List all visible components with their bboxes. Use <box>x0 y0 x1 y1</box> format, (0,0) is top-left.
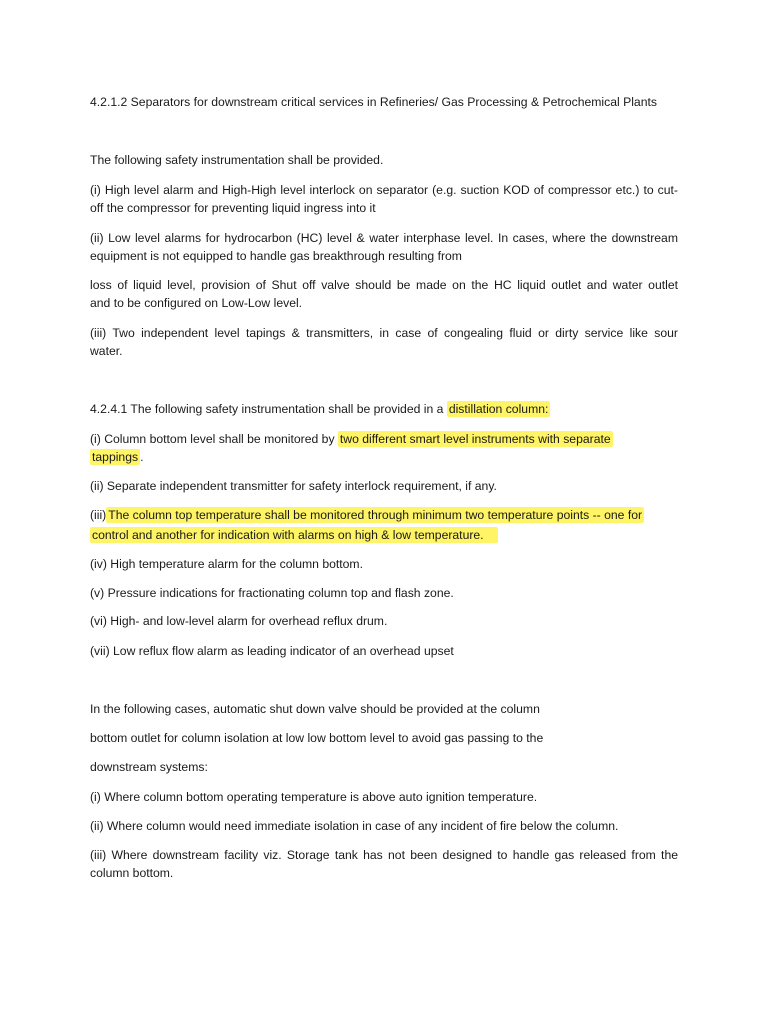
column-item-iii-line2 <box>90 526 498 544</box>
column-item-i-highlight-line2: tappings <box>92 450 139 464</box>
distillation-column-highlight: distillation column: <box>448 402 549 416</box>
separator-intro: The following safety instrumentation shall be provided. <box>90 153 384 167</box>
separator-item-ii-line2: equipment is not equipped to handle gas breakthrough resulting from <box>90 249 462 263</box>
shutdown-case-iii-line2: column bottom. <box>90 866 174 880</box>
shutdown-intro-line3: downstream systems: <box>90 760 208 774</box>
shutdown-case-ii: (ii) Where column would need immediate isolation in case of any incident of fire below the column. <box>90 819 619 833</box>
separator-item-i-line1: (i) High level alarm and High-High level interlock on separator (e.g. suction KOD of compressor etc.) to cut- <box>90 183 678 197</box>
column-item-i-highlight-line1: two different smart level instruments with separate <box>339 432 611 446</box>
column-item-i-suffix: . <box>140 450 144 464</box>
column-item-iii-line1 <box>90 506 644 524</box>
shutdown-case-i: (i) Where column bottom operating temperature is above auto ignition temperature. <box>90 790 538 804</box>
column-item-iii-prefix: (iii) <box>90 508 107 522</box>
section-heading-4-2-1-2: 4.2.1.2 Separators for downstream critical services in Refineries/ Gas Processing & Petrochemical Plants <box>90 95 657 109</box>
section-heading-4-2-4-1 <box>90 400 550 418</box>
shutdown-intro-line1: In the following cases, automatic shut down valve should be provided at the column <box>90 702 540 716</box>
separator-item-ii-cont-line1: loss of liquid level, provision of Shut off valve should be made on the HC liquid outlet and water outlet <box>90 278 678 292</box>
heading-text: 4.2.4.1 The following safety instrumentation shall be provided in a <box>90 402 447 416</box>
column-item-i-prefix: (i) Column bottom level shall be monitored by <box>90 432 338 446</box>
column-item-iii-highlight-line2: control and another for indication with alarms on high & low temperature. <box>90 527 498 543</box>
column-item-iii-highlight-line1: The column top temperature shall be monitored through minimum two temperature points -- one for <box>108 508 643 522</box>
column-item-ii: (ii) Separate independent transmitter for safety interlock requirement, if any. <box>90 479 497 493</box>
separator-item-ii-line1: (ii) Low level alarms for hydrocarbon (HC) level & water interphase level. In cases, where the downstream <box>90 231 678 245</box>
column-item-vii: (vii) Low reflux flow alarm as leading indicator of an overhead upset <box>90 644 454 658</box>
column-item-i-line2 <box>90 448 143 466</box>
separator-item-iii-line2: water. <box>90 344 123 358</box>
separator-item-i-line2: off the compressor for preventing liquid ingress into it <box>90 201 376 215</box>
column-item-iv: (iv) High temperature alarm for the column bottom. <box>90 557 363 571</box>
separator-item-iii-line1: (iii) Two independent level tapings & transmitters, in case of congealing fluid or dirty service like sour <box>90 326 678 340</box>
column-item-i-line1 <box>90 430 613 448</box>
column-item-vi: (vi) High- and low-level alarm for overhead reflux drum. <box>90 614 388 628</box>
shutdown-intro-line2: bottom outlet for column isolation at low low bottom level to avoid gas passing to the <box>90 731 544 745</box>
separator-item-ii-cont-line2: and to be configured on Low-Low level. <box>90 296 303 310</box>
column-item-v: (v) Pressure indications for fractionating column top and flash zone. <box>90 586 454 600</box>
shutdown-case-iii-line1: (iii) Where downstream facility viz. Storage tank has not been designed to handle gas released from the <box>90 848 678 862</box>
